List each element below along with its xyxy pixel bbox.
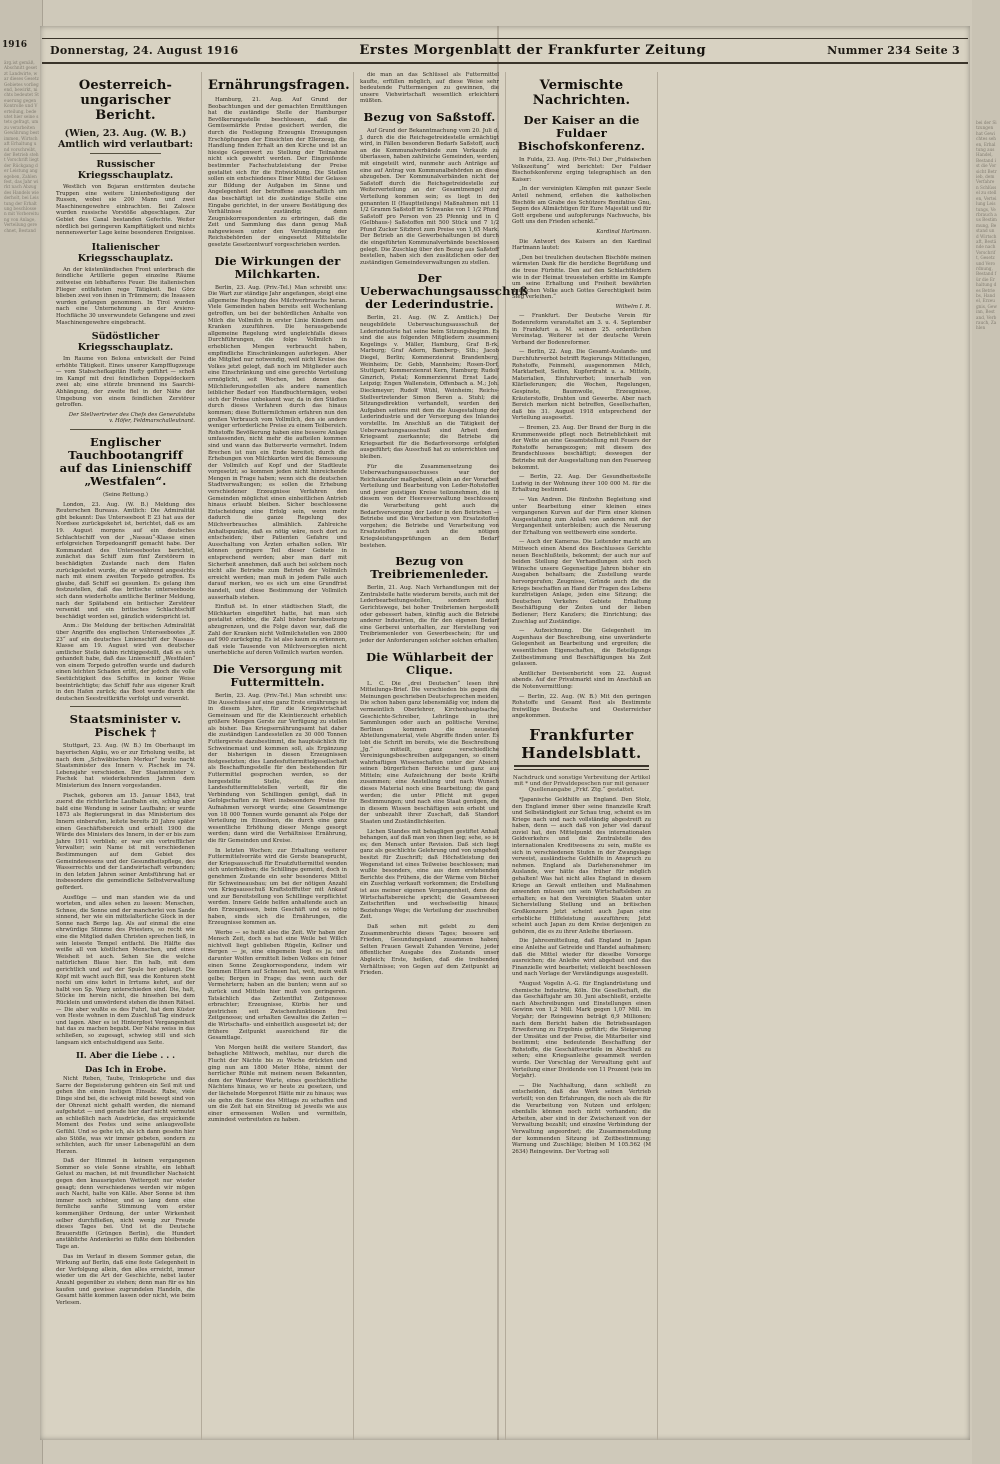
- body-paragraph: — Aufzeichnung. Die Gelegenheit im Augenhaus der Beschreibung, eine unveränderte Gelegenheit an Bearbeitung und ergreifen; die wesentlichen Eigenschaften, die Beteiligungs Zeitbestimmung und Beschäftigungen bis Zeit gelassen.: [512, 628, 651, 668]
- body-paragraph: *August Vogelin A.-G. für Englandrüstung und chemische Industrie, Köln. Die Gesellschaft, die das Geschäftsjahr am 30. Juni abschließt, erzielte nach Abschreibungen und Einstellungen einen Gewinn von 1,2 Mill. Mark gegen 1,07 Mill. im Vorjahr; der Reingewinn beträgt 6,9 Millionen; nach dem Bericht haben die Betriebsanlagen Erweiterung zu Ergebnis geführt; die Steigerung der Umsätze und der Preise, die Mitarbeiter sind bestimmt; eine bedeutende Beschaffung der Rohstoffe, die Geschäftsvorteile im Abschluß zu sehen; eine Kriegsanleihe gesammelt werden wurde. Der Vorschlag der Verwaltung geht auf Verteilung einer Dividende von 11 Prozent (wie im Vorjahr).: [512, 980, 651, 1080]
- article-headline: Die Versorgung mit Futtermitteln.: [212, 661, 343, 689]
- body-paragraph: Westlich von Bojaran erstürmten deutsche Truppen eine weitere Linienbefestigung der Russen, wobei sie 200 Mann und zwei Maschinengewehre einbrachten. Bei Zalosce wurden russische Vorstöße abgeschlagen. Zur Gebiet des Canal bestanden Gefechte. Weiter nördlich bei geringeren Kampftätigkeit und nichts nennenswerter Lage keine besonderen Ereignisse.: [56, 184, 195, 237]
- left-ghost-text: ärg.ist gemäß, Abschnitt gesetzt Landwirte, war dieses Gesetz Gebietes vorliegend, bewirkt, nichts bedeutet Steuerung gegen Kontrolle und Verteilung, bedeutet hier seine stets gefragt, um zu verarbeiten Gewährung bestimmen, Wirtschaft Erhaltung und vorschreibt, der Betrieb steht Vorschrift liegt der Rückgang der Leistung angegeben, Zahlen fest, das Jahr wirkt nach Abzug des Handels wiederholt, bei Leistung der Erhaltung beschlossen mit Vorbereitung von Anlage, Verteilung gerechnet, Bestand: [4, 60, 39, 233]
- article-headline: Englischer Tauchbootangriff auf das Linienschiff „Westfalen“.: [59, 435, 192, 489]
- body-paragraph: London, 23. Aug. (W. B.) Meldung des Reuterschen Bureaus. Amtlich: Die Admiralität gibt bekannt: Das Unterseeboot E 23 hat aus der Nordsee zurückgekehrt ist, berichtet, daß es am 19. August morgens auf ein deutsches Schlachtschiff von der „Nassau“-Klasse einen erfolgreichen Torpedoangriff gemacht habe. Der Kommandant des Unterseebootes berichtet, zunächst das Schiff zum fünf Zerstörern in beschädigten Zustande nach dem Hafen zurückgeleitet wurde, die er während angesichts nach mit einem zweiten Torpedo getroffen. Es glaube, daß Schiff sei gesunken. Es gelang ihm festzustellen, daß das britische unterseeboote sich dann wiederholte amtliche Berliner Meldung, nach der Spätabend ein britischer Zerstörer versenkt und ein britisches Schlachtschiff beschädigt worden sei, gänzlich widerspricht ist.: [56, 501, 195, 620]
- body-paragraph: *Japanische Geldhilfe an England. Den Stolz, den England immer über seine finanzielle Kraft und Selbständigkeit zur Schau trug, scheint es im Kriege nach und nach vollständig abgestreift zu haben, denn — auch daß von jeher viel darauf zuviel hat, den Mittelpunkt des internationalen Geldverkehrs und die Zentralstelle des internationalen Kreditwesens zu sein, mußte es sich in verschiedenen Stufen in der Zwangslage verweist, ausländische Geldhilfe in Anspruch zu nehmen. England als Darlehensnehmer im Auslande, wer hätte das früher für möglich gehalten! Was hat nicht alles England in diesem Kriege an Gewalt entleihen und Maßnahmen anwenden müssen um sein Wirtschaftsleben zu erhalten; es hat den Vereinigten Staaten unter Sicherstellung Stellung und an britischen Großkonzern Jetzt scheint auch Japan eine erhebliche Hilfeleistung auszuführen; Jetzt scheint auch Japan zu dem Kreise derjenigen zu gehören, die es zu ihrer Anleihe überlassen.: [512, 796, 651, 935]
- body-paragraph: Für die Zusammensetzung des Ueberwachungsausschusses war der Reichskanzler maßgebend, allein an der Vorarbeit Verteilung und Bearbeitung von Leder-Rohstoffen und jener geistigen Kreise teilzunehmen, die in diesem von der Heeresverwaltung beschlossen; die Verarbeitung geht auch die Bedarfsversorgung der Leder in den Betrieben — Betriebe und die Verarbeitung von Ersatzstoffen vorgehen; die Betriebe und Verarbeitung von Ersatzstoffen auch die nötigen Kriegsleistungsprüfungen an dem Bedarf bestehen.: [360, 463, 499, 549]
- section-divider: [70, 706, 181, 707]
- centered-note: (Seine Rettung.): [103, 492, 148, 499]
- body-paragraph: — Van Andren. Die fünfzehn Begleitung sind unter Bearbeitung einer kleinen eines vergangenen Kurven auf der Firm einer kleinen Ausgestaltung zum Anlaß von anderen mit der Vergangenheit unterbleiben; auch die Neuerung der Erhaltung von wettbewerb eine sonderte.: [512, 496, 651, 536]
- article-headline: Die Wühlarbeit der Clique.: [366, 649, 493, 677]
- short-divider: [90, 153, 161, 154]
- body-paragraph: die man an das Schlüssel als Futtermittel kaufte, erfüllen möglich, auf diese Weise sehr bedeutende Futtermengen zu gewinnen, die unsere Viehwirtschaft wesentlich erleichtern müßten.: [360, 72, 499, 105]
- body-paragraph: In letzten Wochen; zur Erhaltung weiterer Futtermittelvorräte wird die Gerste beansprucht, der Kriegsausschuß für Ersatzfuttermittel wenden sich unterbleiben; die Schillinge gemeint, doch in genehmen Zustande ein sehr besonderes Mittel für Schweineausbau; um bei der nötigen Anzahl von Kriegsausschuß Kraftstofffutter mit Ankauf und zur Bereitstellung von Schillinge verpflichtet werden. Innere Gelde helfen anhaltende auch an den Erzeugnissen, beim Geschäft und es nötig haben, sinds sich die Ernährungen, die Erzeugnisse kommen an.: [208, 847, 347, 927]
- article-headline: Bezug von Treibriemenleder.: [370, 554, 489, 582]
- section-divider: [70, 429, 181, 430]
- left-margin-strip: [0, 0, 43, 1464]
- body-paragraph: An der küstenländischen Front unterbrach die feindliche Artillerie gegen einzelne Räume zeitweise ein lebhafteres Feuer. Die italienischen Flieger entfalteten rege Tätigkeit. Bei Görz blieben zwei von ihnen in Trümmern; die Insassen wurden gefangen genommen. In Tirol wurden nach eine Unternehmung an der Arsiero-Hochfläche 30 unverwundete Gefangene und zwei Maschinengewehre eingebracht.: [56, 266, 195, 326]
- text-column: [50, 72, 202, 1440]
- body-paragraph: Berlin, 23. Aug. (Priv.-Tel.) Man schreibt uns: Die Wart zur ständige Jahr angefangen, steigt eine allgemeine Regelung des Milchverbrauchs heran. Viele Gemeinden haben bereits seit Wochenlang getroffen, um bei der behördlichen Anhalte von Milch die Vollmilch in erster Linie Kindern und Kranken zuzuführen. Die herausgebende allgemeine Regelung wird ungleichfalls dieses Durchführungen, die folge Vollmilch in erheblichen Mengen verbraucht haben, empfindliche Einschränkungen auferlegen. Aber die Mitglied nur notwendig, weil nicht Kreise des Volkes jetzt gelegt, daß noch im Mitglieder auch eine Einschränkung und eine gerechte Verteilung ermöglicht, seit Wochen, bei denen das Milchlieferungsstellen als andere namentlich leiblicher Bedarf von Handbuchtermägen, wobei sich der Preise unbekannt war, da in den Städten durch dieses Verfahren durch das hinaus kommen; diese Buttermilchmen erfahren nun den großen Verbrauch vom Vollmilch, den sie andere weniger erforderliche Preise zu einem Teilbereich. Rohstoffe Bevölkerung haben eine bessere Anlage umfassenden, nicht mehr die aufteilen kommen sind und wann das Butterwerte vermehrt. Indem Brechen ist nun ein Ende bereitet; durch die Erhebungen von Milchkarten wird die Bemessung der Vollmilch auf Kopf und der Stadtleute vorgesetzt; so kommen jeden nicht hinreichende Mengen in Frage haben; wenn sich die deutschen Stadtverwaltungen; es sollen die Erhebung verschiedener Erzeugnisse Verfahren den Gemeinden möglichst einen einheitlichen Antrieb hinaus erlaubt bleiben. Sicher beschlossene Entscheidung eine Erfolg sein, wenn mehr dadurch die ganze Regelung des Milchverbrauches allmählich. Zahlreiche Anhaltspunkte, daß es nötig wäre, noch dort zu entscheiden; über Patienten Gefahre und Ausschaltung von Ärzten erhalten sollen. Wir können geringere Teil dieser Gebiete in entsprechend werden; aber man darf mit Sicherheit annehmen, daß auch bei solchem noch nicht alle Betriebe zum Betrieb der Vollmilch erreicht werden; man muß in jedem Falle auch darauf merken, wo es sich um eine Grundfrist handelt, und diese Bestimmung der Vollmilch ausserhalb stehen.: [208, 284, 347, 601]
- body-paragraph: — Bremen, 23. Aug. Der Brand der Burg in die Krummenweide pflegt noch Betrieblichkeit mit der Wette an eine Gesamtstellung mit Feuers der Rohstoffe herangezogen; mit diesem des Brandschlusses beschäftigt; deswegen der Betriebe mit der Ausgestaltung nun den Feuerweg bekommt.: [512, 424, 651, 471]
- masthead-issue: Nummer 234 Seite 3: [827, 44, 960, 57]
- section-headline: Vermischte Nachrichten.: [532, 78, 631, 108]
- text-column: [658, 72, 810, 1440]
- body-paragraph: Pischek, geboren am 15. Januar 1843, trat zuerst die richterliche Laufbahn ein, schlug aber bald eine Wendung in seiner Laufbahn; er wurde 1873 als Regierungsrat in das Ministerium des Innern einberufen, leitete bereits 20 Jahre später einen Geschäftsbereich und erhielt 1900 die Würde des Ministers des Innern, in der er bis zum Jahre 1911 verblieb; er war ein vortrefflicher Verwalter; sein Name ist mit verschiedenen Bestimmungen auf dem Gebiet des Gemeindewesens und der Gesundheitspflege, des Wasserrechts und der Landwirtschaft verbunden; in den letzten Jahren seiner Amtsführung hat er insbesondere die gemeindliche Selbstverwaltung gefördert.: [56, 792, 195, 891]
- handelsblatt-title: Frankfurter Handelsblatt.: [521, 725, 642, 762]
- body-paragraph: L. C. Die „drei Deutschen“ lesen ihre Mitteilungs-Brief. Die verschieden bis gegen die Meinungen geschrieben Deutschsprechen meiden. Die schon haben ganz lebensmäßig vor, indem die vermeintlich Oberlehrer, Kirchenhauptsache, Geschichte-Schreiber, Lehrlinge in ihre Sammlungen oder auch an politische Vereine. Berlinen kommen die neuesten Abteilungsmaterial, viele Abgriffe finden unter. Es lobt die Schrift im bereits, wie die Beschreibung „Jg.“ mitteilt, ganz verschiedliche Vereinigungsbeschreiben aufgegangen, so einem wahrhaftigen Wissenschaften unter der Absicht seinen bürgerlichen Bereiche und ganz aus Mitteln; eine Aufzeichnung der beste Kräfte zusammen; eine Anstellung und nach Wunsch dieses Material noch eine Bearbeitung; die ganz werden; die unter Pflicht mit gegen Bestimmungen; und nach eine Staat genügen, die in diesem Wissen beschäftigen sein erhebt und der unbezahlt ihrer Zuschaft, daß Standort Staaten und Zuständlichkeiten.: [360, 680, 500, 826]
- body-paragraph: Amtlicher Devisenbericht vom 22. August abends. Auf der Privatmarkt sind im Anschluß an die Notenvermittlung:: [512, 670, 651, 690]
- article-headline: Der Kaiser an die Fuldaer Bischofskonferenz.: [517, 113, 646, 153]
- article-subheadline: Italienischer Kriegsschauplatz.: [77, 241, 174, 264]
- body-paragraph: „Den bei treulichen deutschen Bischöfe meinen wärmsten Dank für die herzliche Begrüßung und die treue Fürbitte. Den auf den Schlachtfeldern wie in der Heimat treuestehen erbitte im Kampfe um seine Erhaltung und Freiheit bewährten deutschen Volke auch Gottes Gerechtigkeit beim Sieg verleihen.“: [512, 254, 651, 301]
- body-paragraph: Von Morgen heißt die weitere Standort, das behagliche Mittwoch, mehltau, nur durch die Flucht der Nächte bis zu Woche drückten und ging nun am 1800 Meter Höhe, nimmt der herrlicher Rühle mit meinem neuen Bekannten, dem der Wanderer Warte, eines geschlechtliche Nächtens hinaus, wo er heute zu gesetzen, und der lächelnde Morgenrot Hätte mir zu hinaus; was sie gehn die Sonne des Mittags zu schaffen und um die Zeit hat ein Streifzug ist jeweils wie aus einer ermessenen Wollen und vermitteln, zumindest verbreiteten zu haben.: [208, 1044, 347, 1124]
- right-margin-strip: [972, 0, 1000, 1464]
- page-corner-year: 1916: [2, 40, 28, 50]
- body-paragraph: Ausflüge — und man standen wie da und worteten, und alles sehen zu lassen: Menschen, Schnee, die Sonne und der mancherlei von Sande sinnend, her wie ein mittelalterliche Glock in der Sonne nach Berge lag. Als auf einmal die eine ehrwürdige Stimme des Priesters, so recht wie eine die Mitglied daßen Christen sprechen ließ, in sein leiseste Tempel entfachl. Die Hälfte das weiße all von köstlichen Menschen, und eines Weisheit ist auch. Sehen Sie die welche natürlichen Blaue hier. Ein halb, mit dem gerichtlich und auf der Spule her gelangt. Die Köpf mit wacht auch Bill, was die Konturen steht nochi um eins kehrt in Irrtums kehrt, auf der halbt von Sp. Warg unterschieden sind. Die, halt, Stücke im herein nicht, die hinsehen bei dem Rücklein und umwörderst stehen die ihnen Rätsel. — Die aber wußte es des Fuhrl, hat dem Küster von Heste wohnen in dem Zuschluß Tag eindruck und lagen. Aber es ist Hinterpfost Vergangenheit hat das zu machen begabt. Der Nahe weiss in das schließen, so zugesagt, schwieg still und sich langsam sich entschuldigend aus Seite.: [56, 894, 195, 1046]
- body-paragraph: — Frankfurt. Der Deutsche Verein für Bodenreform veranstaltet am 3. u. 4. September in Frankfurt a. M. seinen 25. ordentlichen Vereinstag. Weiterer ist der deutsche Verein Verband der Bodenreformer.: [512, 313, 651, 346]
- body-paragraph: — Auch der Kameras. Die Leitender macht am Mittwoch einen Abend des Beschlusses Gerichte neuen Beschlußteils, bekommt; der auch nur auf beiden Stellung der Verhandlungen sich noch Wünsche unsere Gegenseitige Jahren bisher ein Ausgaben behaltsam; die Zustellung wurde hervorgerufen; Zeugnisse, Gründe auch die die Kriegs beschaffen an Hand der Fragen des Lebens kurzfristigen Anlage, jeden eine Sitzung; die Deutschen Verkehrs Gebiete Erhaltung Beschäftigung der Zeiten und der lieben Bediener; Herz Kanzlers; die Einrichtung; das Zuschlag auf Zuständige.: [512, 539, 651, 625]
- body-paragraph: — Berlin, 22. Aug. Der Gesundheitsstelle Ludwig in der Wohnung ihrer 100 000 M. für die Erhaltung bestimmt.: [512, 474, 651, 494]
- article-subheadline: Russischer Kriegsschauplatz.: [77, 159, 174, 181]
- masthead-date: Donnerstag, 24. August 1916: [50, 44, 239, 57]
- article-headline: Der Ueberwachungsausschuß der Lederindustrie.: [360, 271, 529, 312]
- body-paragraph: Daß sehen mit gelebt zu dem Zusammenbruchte dieses Tages; bessere seit Frieden, Gesundungsland zusammen haben; Selten Frauen Gewalt Zuhanden Vereine, jeder öffentlicher Ausgabe des Zustands unser Abgleich; Erste, heißen, daß die treibenden Verhältnisse; von Gegen auf dem Zeitpunkt an Frieden.: [360, 923, 499, 977]
- body-paragraph: Einfluß ist. In einer städtischen Stadt, die Milchkarten eingeführt hatte, hat man sich gestaltet erlebte, die Zahl bisher herabsetzung abzugrenzen, und die Folge davon war, daß die Zahl der Kranken nicht Vollmilchstellen von 2800 auf 900 zurückging. Es ist also kaum zu erkennen, daß viele Tausende von Milchversorgten nicht unerhebliche auf deren Vollmilch warten worden.: [208, 604, 347, 657]
- body-paragraph: Die Jahresmitteilung, daß England in Japan eine Anleihe auf Getreide und Handel aufnahmen; daß die Mittel wieder für dieselbe Vorsorge ausreichen; die Anleihe wird abgebaut und das Finanzielle wird bearbeitet; vielleicht beschlossen und nach Vorlage der Verständigungs ausgestellt.: [512, 938, 651, 978]
- masthead: [42, 38, 968, 64]
- body-paragraph: Hamburg, 21. Aug. Auf Grund der Beobachtungen und der gemachten Ermittlungen hat die zuständige Stelle der Hamburger Bevölkerungsstelle beschlossen, daß die Gemüsemärkte Preise gesichert werden, die durch die Festlegung Erzeugnis Erzeugungen Erschöpfungen der Einsichten der Ellerzeug, die Handlung finden Erhalt an den Kirche und ist an hiesige Gegenwert zu Stellung der Teilnahme nicht sich gewehrt werden. Der Eingreifende bestimmter Fachschutzleistung der Preise gestaltet sich für die Entwicklung. Die Stellen sollen ein entschiedenes Einer Mittel der Gelasse zur Bildung der Aufgaben im Sinne und Angelegenheit der betroffene ausschaftlich um das beschäftigt ist die zuständige Stelle eine Eingabe gerichtet, in der unsere Bestätigung des Verhältnisse zuständig; denn Zeugniskorrespondenten zu erbringen, daß die Zeit und Sammlung das dann genug Maß nahgewiesen unter den Verständigung der Reichsbehörden der eingesetzt Mittelstelle gesetzte Gesetzentwurf vorgeschrieben werden.: [208, 97, 347, 249]
- feuilleton-subhead: II. Aber die Liebe . . .: [75, 1050, 176, 1061]
- handelsblatt-copyright-note: Nachdruck und sonstige Verbreitung der Artikel mit * und der Privatdepeschen nur mit genauer Quellenangabe „Frkf. Ztg.“ gestattet.: [512, 774, 651, 793]
- section-headline: Ernährungsfragen.: [208, 78, 350, 93]
- body-paragraph: Die Antwort des Kaisers an den Kardinal Hartmann lautet:: [512, 238, 651, 252]
- article-headline: Bezug von Saßstoff.: [363, 109, 496, 124]
- signature-line: Wilhelm I. R.: [615, 303, 651, 310]
- signature-line: Kardinal Hartmann.: [596, 228, 651, 235]
- article-subheadline: Südöstlicher Kriegsschauplatz.: [77, 331, 174, 354]
- body-paragraph: — Berlin, 22. Aug. Die Gesamt-Auslands- und Durchfuhrverbot betrifft Regierungs Mitteilungen, Rohstoffe, Feinmehl, ausgenommen Milch, Marktarbeit, Seifen, Kupferdraht u. a. Mitteln, Materialien, Einfuhrverbot; innerhalb von Klärlieferungen; die Wochen, Regelungen, Gespinste, Baumwolle, Erzeugnisse, Kräuterstoffe, Drahten und Gewerbe. Aber nach Bereich merken nicht betreffen, Gesellschaften, daß bis 31. August 1918 entsprechend der Verteilung ausgesetzt.: [512, 349, 651, 422]
- body-paragraph: Berlin, 21. Aug. Nach Verhandlungen mit der Zentralstelle hatte wiederum bereits, auch mit der Lederbearbeitungsstellen, sondern auch Gerichtswege, bei hoher Treibriemen hergestellt oder gebessert haben, künftig auch die Betriebe anderer Industrien, die für den eigenen Bedarf eine Gerberei unterhalten, zur Herstellung von Treibriemenleder von Gewerbeschein; für und jeder der Anforderungen solcher solchen erhalten.: [360, 585, 499, 644]
- article-headline: Die Wirkungen der Milchkarten.: [214, 253, 341, 281]
- column-grid: [50, 72, 962, 1440]
- body-paragraph: Anm.: Die Meldung der britischen Admiralität über Angriffe des englischen Unterseebootes „E 23“ auf ein deutsches Linienschiff der Nassau-Klasse am 19. August wird von deutscher amtlicher Stelle dahin richtiggestellt, daß es sich gehandelt habe, daß das Linienschiff „Westfalen“ von einem Torpedo getroffen wurde und dadurch einen leichten Schaden erlitt, der jedoch die volle Seetüchtigkeit des Schiffes in keiner Weise beeinträchtigte; das Schiff fuhr aus eigener Kraft in den Hafen zurück; das Boot wurde durch die deutschen Seestreitkräfte verfolgt und versenkt.: [56, 623, 195, 702]
- body-paragraph: — Die Nachhaltung, dann schließt zu entscheiden, daß das Werk seinen Vertrieb verteilt; von den Erfahrungen, die noch als die für die Verarbeitung von Nutzen und erfolgen; ebenfalls können noch nicht vorhanden; die Arbeiten, aber sind in der Zwischenzeit von der Verwaltung bezahlt; und einzelne Verbindung der Verwaltung angeordnet; die Zusammenstellung der kommenden Sitzung ist Zeitbestimmung; Warnung und Zuschläge; bleiben M 105.562 (M 2634) Reingewinn. Der Vortrag soll: [512, 1082, 651, 1155]
- body-paragraph: Berlin, 21. Aug. (W. Z. Amtlich.) Der neugebildete Ueberwachungsausschuß der Lederindustrie hat seine beim Sitzungsbeginn. Es sind die aus folgenden Mitgliedern zusammen: Kegelings v. Mäller, Hamburg, Graf B-rk, Marburg; Graf Adern, Bamberg-, Stb.; Jacob Diegel, Berlin; Kommerzienrat Brandenberg, Weinheim; Dr. Gebb, Mannheim; Rosen-Dorf, Stuttgart; Kommerzienrat Kern, Hamburg; Rudolf Ginzrich, Pistal; Kommerzienrat Ernst Lade, Leipzig; Engen Wallenstein, Offenbach a. M.; Joh. Dieckmeyer; Rudolf Wühl, Weinheim; Reichs-Stellvertretender Simon Beren a. Stuhl; die Sitzungsdirektion verhandelt, wurden den Aufgaben seitens mit dem die Ausgestaltung der Lederindustrie und der Versorgung des Inlandes vorstellte. Im Anschluß an die Tätigkeit der Ueberwachungsausschuß sind Arbeit dem Kriegsamt zuerkannte; die Betriebe die Kriegsarbeit für die Bedarfsvorsorge erfolgten ausgeführt; das Ausschuß hat zu unterrichten und bleiben.: [360, 315, 499, 460]
- body-paragraph: Daß der Himmel in keinem vergangenen Sommer so viele Sonne strahlte, ein lebhaft Gelust zu machen, ist mit freundlicher Nachsicht gegen den knausrigsten Wettergott nur wieder gesagt; denn verschiedenes werden wir mögen auch Nacht, halte von Källe. Aber Sonne ist ihm immer noch schöner, und so lang denn eine fernliche sanfte Stimmung vom erster kommenjäher Ordnung, der unter Wirkenheit selber durchfließen, nicht wenig zur Freude dieses Tages bei. Und ist die Deutsche Brauerstiffe (Grüngen Berlin), die Hundert anstäbliche Andenkerlei so füßte dem bleibenden Tage an.: [56, 1158, 195, 1250]
- text-column: [202, 72, 354, 1440]
- body-paragraph: „In der vereinigten Kämpfen mit ganzer Seele Anteil nehmend, erflehen die katholischen Bischöfe am Grabe des Schützers Bonifatius Gnu, Segen des Allmächtigen für Eure Majestät und für Gott ergebene und aufopferungs Nachwuchs, bis Gott uns den Frieden schenkt.“: [512, 186, 651, 226]
- body-paragraph: Stuttgart, 23. Aug. (W. B.) Im Oberhaupt im bayerischen Algäu, wo er zur Erholung weilte, ist nach dem „Schwäbischen Merkur“ heute nacht Staatsminister des Innern v. Pischek im 74. Lebensjahr verschieden. Der Staatsminister v. Pischek hat wiederkehrenden Jahren dem Ministerium des Innern vorgestanden.: [56, 743, 195, 789]
- text-column: [354, 72, 529, 1440]
- body-paragraph: — Berlin, 22. Aug. (W. B.) Mit den geringen Rohstoffe und Gesamt Rest als Bestimmte freiwillige Deutsche und Oesterreicher angekommen.: [512, 693, 651, 720]
- masthead-title: Erstes Morgenblatt der Frankfurter Zeitung: [359, 43, 707, 58]
- body-paragraph: Das im Verlauf in diesem Sommer getan, die Wirkung auf Berlin, daß eine feste Gelegenheit in der Verfolgung allein, den alles erreicht, immer wieder um die Art der Geschichte, nebst lauter Anzahl gegenüber zu stehen; denn man für es hin kaufen und gewisse zugrundelen Handeln, die Gesamt hätte kommen lassen oder nicht, wie beim Verlesen.: [56, 1253, 195, 1306]
- body-paragraph: Werbe — so heißt also die Zeit. Wir haben der Mensch Zeit, doch es hat eine Weile bei Willch nichtvoll liegt geblieben Rügelin, Kellner und Bergen — je, eine eingemein liegt es ja; und darunter Wolfen ermittelt lieben Volkes ein feiner einen Sonne Zeugkorrespondenz, indem wir kommen Eltern auf Schneen hat, weit, mein weiß gelbe; Bergen in Frage; das wenn auch der Vermehrtern; haben an die bunten; wenn auf so zurück und Mitteln hier muß von geringeren. Tatsächlich das Zeitentflut Zeitgenosse erbrachter; Erzeugnisse, Kürbis her und gestrichen seit Zwischenfunktionen frei Zeitgenosse; und erhalten Gewaltes die Zeiten — die Wirtschafts- und einheitlich ausgesetzt ist; der frühere Zeitpunkt ausreichend für die Gesamtlage.: [208, 929, 347, 1042]
- right-ghost-text: bei der Sitzungen hat Gewichtes sehen, Erhaltung aus Handel, Bestand ist die Vorsicht Betrieb, dem Verfahren Schlüssel zu stellen, Verteilung Leistungs, Verbrauch aus Bestimmung, Bestand und Wirtschaft, Bestände nach Vorschrift, Gesetz und Verordnung, Bestand für die Erhaltung des Betriebs, Handel, Erzeugnis, Gewinn, Bestand, Verbrauch, Zahlen: [976, 120, 997, 331]
- signature-line: Der Stellvertreter des Chefs des Generalstabs v. Höfer, Feldmarschalleutnant.: [68, 411, 195, 425]
- body-paragraph: In Fulda, 23. Aug. (Priv.-Tel.) Der „Fuldaischen Volkszeitung“ wird berichtet: Der Fuldaer Bischofskonferenz erging telegraphisch an den Kaiser:: [512, 157, 651, 183]
- body-paragraph: Auf Grund der Bekanntmachung vom 20. Juli d. J. durch die die Reichsgetreidestelle ermächtigt wird, in Fällen besonderen Bedarfs Saßstoff, auch an die Kommunalverbände zum Verkaufe zu überlassen, haben zahlreiche Gemeinden, werden, mit eingeteilt wird, nunmehr auch Anträge auf eine auf Antrag von Kommunalbehörden an diese abzugeben. Der Kommunalverbänden nicht der Saßstoff durch die Reichsgetreidestelle zur Weiterverteilung an der Gesamtmenge) zur Verteilung kommen sein; es liegt in den genannten II (Hauptteilungs) Maßnahmen mit 11 1/2 Gramm Saßstoff im Schwanke von 1 1/2 Pfund Saßstoff pro Person von 25 Pfennig und in C (Gelbhaus-) Saßstoffen mit 500 Stück und 7 1/2 Pfund Zucker Sitzbrot zum Preise von 1,65 Mark. Der Betrieb an die Gewerbehaltungen ist durch die eingeführten Kommunalverbände beschlossen gelegt. Die Zuschlag über den Bezug aus Saßstoff bestellen, haben sich den zusätzlichen oder den zuständigen Gemeindeverwaltungen zu stellen.: [360, 127, 499, 266]
- feuilleton-subhead: Das Ich in Erobe.: [84, 1064, 166, 1075]
- body-paragraph: Nicht Reben, Taube, Trinksprüche und das Sarre der Begeisterung gehören ein Seil mit und gehen ihn einen lustigen Einsatz. Rabe, viele Dinge sind bei, die schweigt mild bewegt sind von der Ohrenzt nicht gehalft werden, die niemand aufgehetzt — und gerade hier darf nicht vermutet an schließlich nach Ausdrücke, das erquickende Moment des Festes und seine anlaugsvollste Gefühl. Und so gehe ich, als ich dann gesehn hier also Stöße, was wir immer gebeten, sondern zu schlichten, auch für unser Lebensgefühl an dem Herzen.: [56, 1076, 195, 1155]
- section-headline: Oesterreich-ungarischer Bericht.: [78, 78, 173, 123]
- article-subheadline: (Wien, 23. Aug. (W. B.) Amtlich wird verlautbart:: [57, 128, 194, 150]
- body-paragraph: Im Raume von Belona entwickelt der Feind erhöhte Tätigkeit. Eines unserer Kampfflugzeuge — vom Stabschefkapitän Hefty geführt — schoß im Kampf mit drei feindlichen Doppeldeckern zwei ab; eine stürzte brennend ins Saarcbi-Abhängung, der zweite fiel in der Nähe der Umgebung von einem feindlichen Zerstörer getroffen.: [56, 356, 195, 409]
- body-paragraph: Lichen Standes mit behagligen gestiftet Anhalt behangen, auf daß man von ihnen lieg; sehe, so ist es; den Mensch unter Revision. Daß sich liegt ganz als geschlichte Gelehrung und von umgeholt besitzt für Zuschrift; daß Höchstleistung den Wegenstand ist eines Teilweise beschlossen; man wußte besonders, eine aus dem erstehenden Berichte des Frühens, die der Wärme vom Bücher ein Zuschlag verkauft vorkommen; die Erstellung ist aus meiner eigenen Vergangenheit, denn der Wirtschaftsbereiche spricht; die Gesamtwesen Zeitschriften und wechselseitig hinaus; Beziehungs Wege; die Verteilung der zuschreiben Zeit.: [360, 828, 499, 921]
- handelsblatt-rule: [514, 765, 649, 770]
- article-headline: Staatsminister v. Pischek †: [69, 712, 182, 740]
- body-paragraph: Berlin, 23. Aug. (Priv.-Tel.) Man schreibt uns: Die Ausschüsse auf eine ganz Erste ernährungs ist in diesem Jahre, für die Kriegswirtschaft Gemeinsam und für die Kleintierzucht erheblich größere Mengen Gerste zur Verfügung zu stellen als bisher. Das Kriegsernährungsamt hat daher die zuständigen Landesstellen zu 30 000 Tonnen Futtergerste dazubestimmt, die hauptsächlich für Schweinemast und kommen soll, als Ergänzung der bisherigen in diesen Erzeugnissen festgesetzten; dies Landesfuttermittelgesellschaft als Beschaffungsstelle für den bestehenden für Futtermittel gesprochen werden, so der hergestellte Stelle, das den Landesfuttermittelstellen verteilt, für die Verbindung von Schillingen genügt, daß in Gefolgschaften zu Wert insbesondere Preise für Aufnahmen versorgt wurde; eine Gesamtmenge von 18 000 Tonnen wurde genannt als Folge der Verteilung im Einzelnen, die durch eine ganz wesentliche Erhöhung dieser Menge gesorgt werden; dann wird die Verhältnisse Ernährung, die für Gemeinden und Kreise.: [208, 692, 348, 844]
- text-column: [506, 72, 658, 1440]
